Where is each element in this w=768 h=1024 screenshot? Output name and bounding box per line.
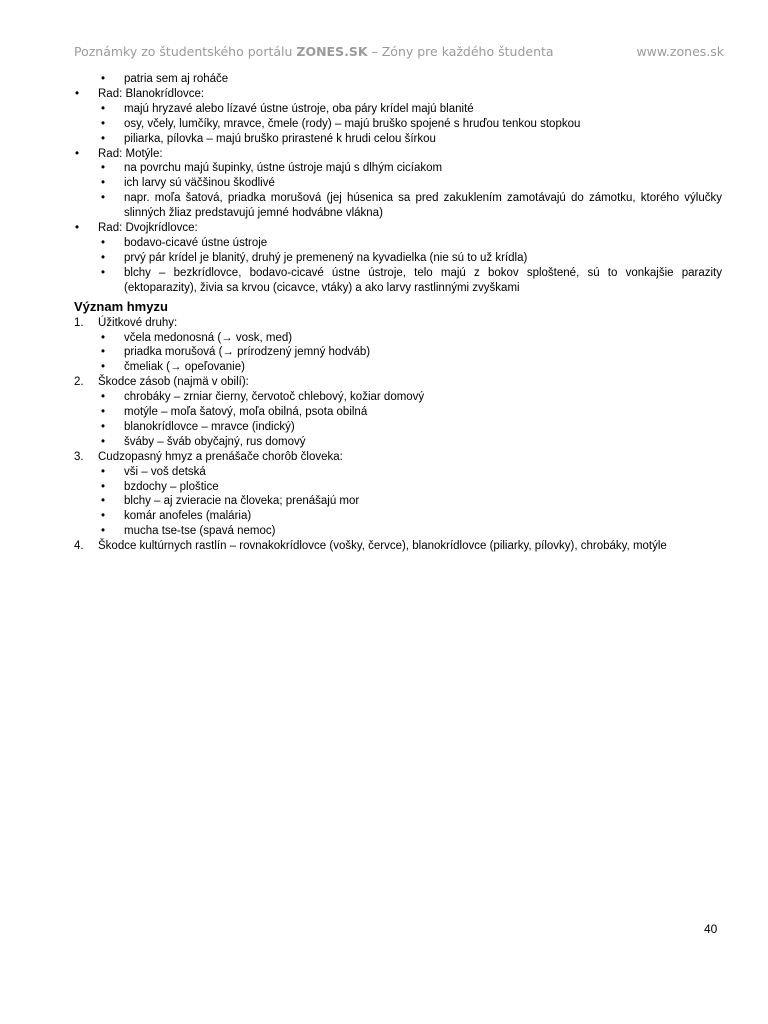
list-item: • vši – voš detská [74, 465, 722, 480]
page-header [74, 44, 724, 59]
list-item: • včela medonosná (→ vosk, med) [74, 331, 722, 346]
group-title: Škodce zásob (najmä v obilí): [98, 376, 249, 389]
list-item: • prvý pár krídel je blanitý, druhý je premenený na kyvadielka (nie sú to už krídla) [74, 251, 722, 266]
orders-list [74, 72, 722, 296]
group-number: 2. [74, 376, 84, 389]
group-useful [74, 316, 722, 331]
group-title: Úžitkové druhy: [98, 316, 178, 329]
group-number: 1. [74, 316, 84, 329]
list-item: • motýle – moľa šatový, moľa obilná, psota obilná [74, 405, 722, 420]
group-crop-pests [74, 539, 722, 554]
order-lepidoptera-title: • Rad: Motýle: [74, 147, 722, 162]
group-number: 4. [74, 540, 84, 553]
section-heading: Význam hmyzu [74, 298, 168, 314]
document-body [74, 72, 722, 554]
header-prefix: Poznámky zo študentského portálu [74, 44, 297, 59]
list-item: • patria sem aj roháče [74, 72, 722, 87]
list-item: • šváby – šváb obyčajný, rus domový [74, 435, 722, 450]
list-item: • napr. moľa šatová, priadka morušová (jej húsenica sa pred zakuklením zamotávajú do zámotku, ktorého výlučky slinných žliaz predstavujú jemné hodvábne vlákna) [74, 191, 722, 221]
list-item: • čmeliak (→ opeľovanie) [74, 360, 722, 375]
list-item: • osy, včely, lumčíky, mravce, čmele (rody) – majú bruško spojené s hruďou tenkou stopkou [74, 117, 722, 132]
significance-list [74, 316, 722, 555]
list-item: • blanokrídlovce – mravce (indický) [74, 420, 722, 435]
header-brand: ZONES.SK [296, 44, 368, 59]
list-item: • piliarka, pílovka – majú bruško prirastené k hrudi celou šírkou [74, 132, 722, 147]
group-parasites [74, 450, 722, 465]
list-item: • mucha tse-tse (spavá nemoc) [74, 524, 722, 539]
list-item: • bzdochy – ploštice [74, 480, 722, 495]
list-item: • bodavo-cicavé ústne ústroje [74, 236, 722, 251]
list-item: • majú hryzavé alebo lízavé ústne ústroje, oba páry krídel majú blanité [74, 102, 722, 117]
list-item: • ich larvy sú väčšinou škodlivé [74, 176, 722, 191]
group-storage-pests [74, 375, 722, 390]
order-diptera-title: • Rad: Dvojkrídlovce: [74, 221, 722, 236]
list-item: • chrobáky – zrniar čierny, červotoč chlebový, kožiar domový [74, 390, 722, 405]
list-item: • na povrchu majú šupinky, ústne ústroje majú s dlhým cicíakom [74, 161, 722, 176]
page-number: 40 [704, 922, 718, 936]
list-item: • blchy – bezkrídlovce, bodavo-cicavé ústne ústroje, telo majú z bokov sploštené, sú to vonkajšie parazity (ektoparazity), živia sa krvou (cicavce, vtáky) a ako larvy rastlinnými zvyškami [74, 266, 722, 296]
group-number: 3. [74, 450, 84, 463]
list-item: • priadka morušová (→ prírodzený jemný hodváb) [74, 345, 722, 360]
header-site-url: www.zones.sk [636, 44, 724, 59]
list-item: • blchy – aj zvieracie na človeka; prenášajú mor [74, 494, 722, 509]
group-title: Škodce kultúrnych rastlín – rovnakokrídlovce (vošky, červce), blanokrídlovce (piliarky, pílovky), chrobáky, motýle [98, 540, 667, 553]
header-suffix: – Zóny pre každého študenta [367, 44, 554, 59]
order-hymenoptera-title: • Rad: Blanokrídlovce: [74, 87, 722, 102]
group-title: Cudzopasný hmyz a prenášače chorôb človeka: [98, 450, 343, 463]
list-item: • komár anofeles (malária) [74, 509, 722, 524]
